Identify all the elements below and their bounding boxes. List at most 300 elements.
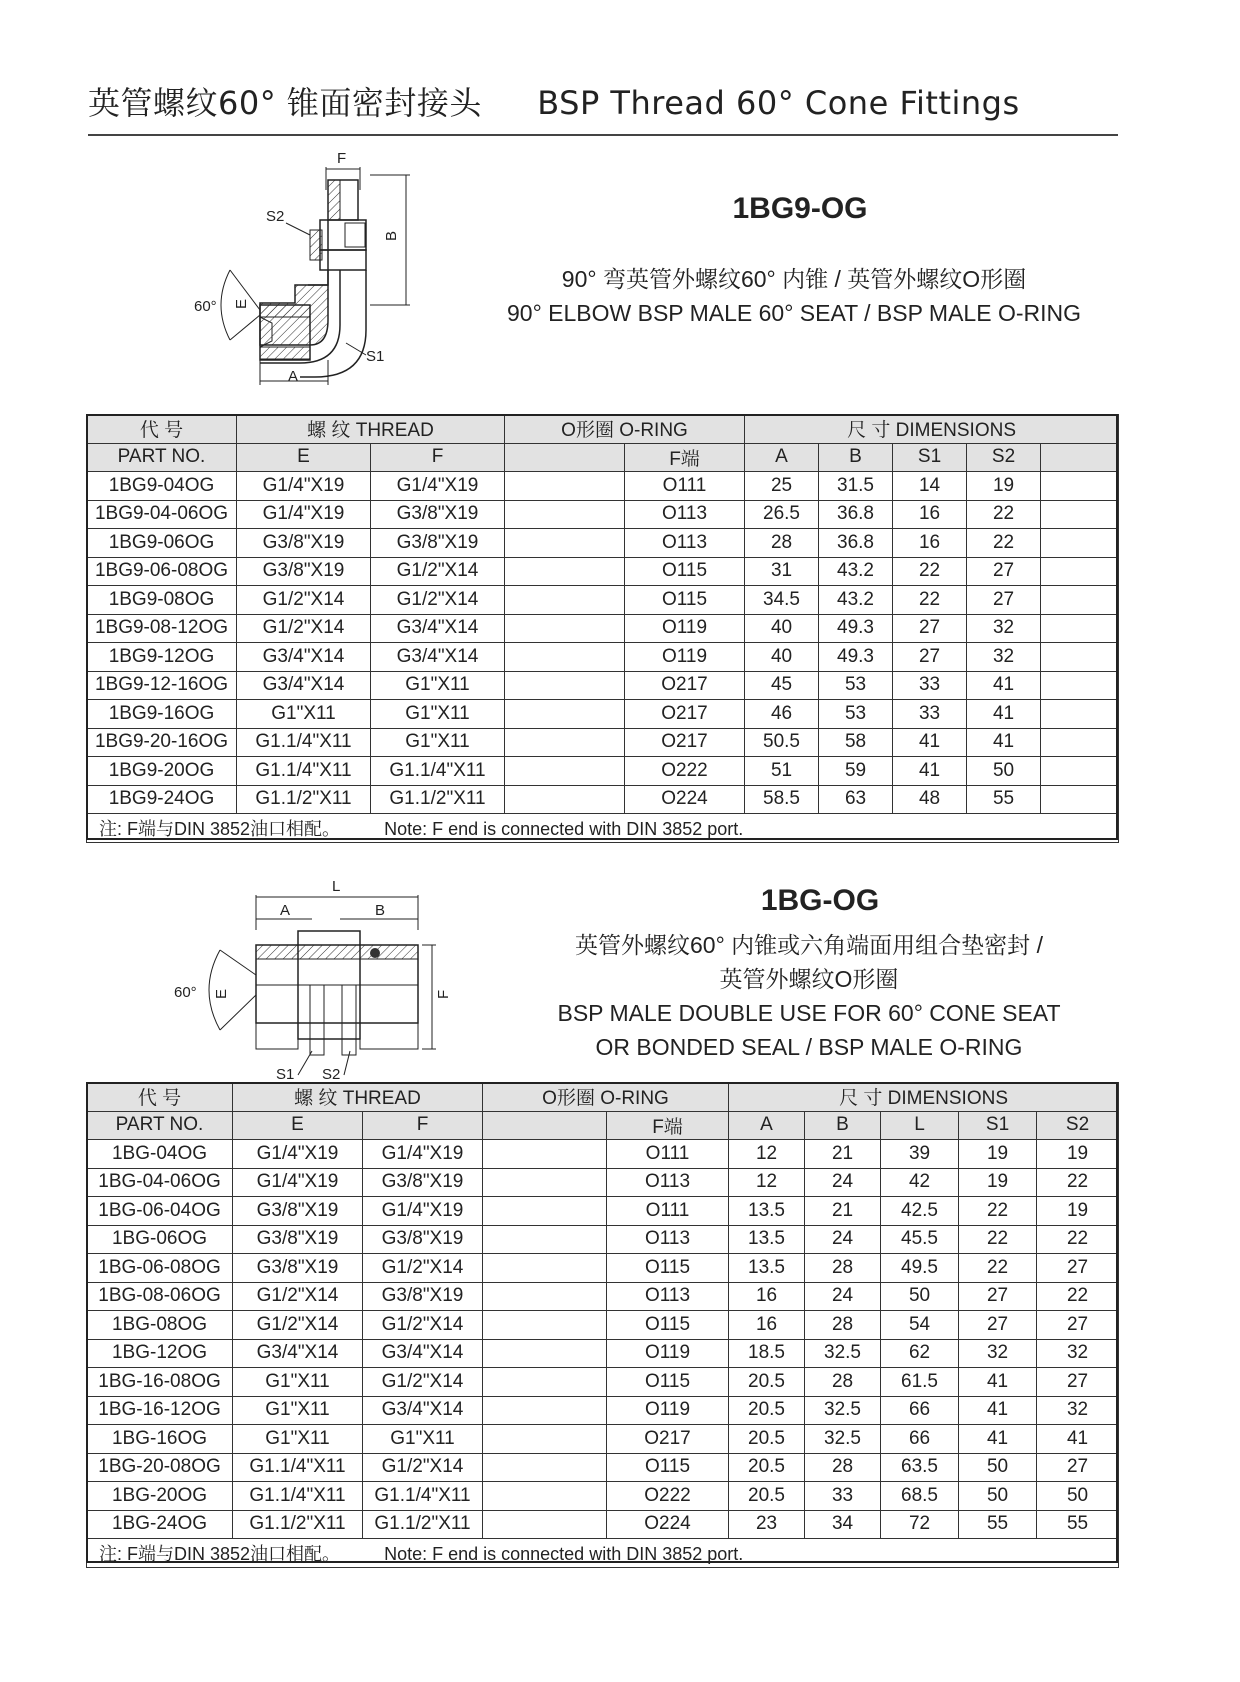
- cell-dim-a: 46: [745, 700, 819, 729]
- cell-blank: [483, 1140, 607, 1169]
- cell-oring-fend: O115: [607, 1311, 729, 1340]
- cell-oring-fend: O115: [607, 1453, 729, 1482]
- table-row: [87, 1425, 1119, 1454]
- cell-dim-a: 31: [745, 557, 819, 586]
- cell-oring-fend: O113: [607, 1168, 729, 1197]
- cell-dim-c: 61.5: [881, 1368, 959, 1397]
- cell-dim-b: 24: [805, 1168, 881, 1197]
- cell-dim-b: 28: [805, 1254, 881, 1283]
- table-row: [87, 643, 1119, 672]
- table1-note-row: [87, 814, 1119, 843]
- cell-oring-fend: O119: [625, 643, 745, 672]
- cell-thread-e: G3/8"X19: [233, 1225, 363, 1254]
- label-a2: A: [280, 902, 291, 919]
- cell-dim-d: 27: [967, 557, 1041, 586]
- cell-oring-fend: O113: [607, 1282, 729, 1311]
- table1-header-row-2: [87, 443, 1119, 472]
- cell-oring-fend: O115: [607, 1254, 729, 1283]
- cell-dim-a: 13.5: [729, 1225, 805, 1254]
- th-part-en: PART NO.: [87, 443, 237, 472]
- cell-thread-e: G1"X11: [233, 1425, 363, 1454]
- cell-dim-e: 22: [1037, 1168, 1119, 1197]
- label-b2: B: [375, 902, 386, 919]
- cell-dim-d: 41: [967, 728, 1041, 757]
- section2-desc-en-1: BSP MALE DOUBLE USE FOR 60° CONE SEAT: [557, 1000, 1061, 1026]
- cell-dim-b: 33: [805, 1482, 881, 1511]
- cell-dim-c: 62: [881, 1339, 959, 1368]
- cell-dim-e: 19: [1037, 1197, 1119, 1226]
- cell-dim-b: 31.5: [819, 472, 893, 501]
- table-row: [87, 1482, 1119, 1511]
- cell-oring-fend: O119: [607, 1396, 729, 1425]
- cell-blank: [483, 1254, 607, 1283]
- th-a: A: [745, 443, 819, 472]
- cell-thread-e: G3/8"X19: [233, 1254, 363, 1283]
- table-row: [87, 1225, 1119, 1254]
- cell-thread-e: G1"X11: [237, 700, 371, 729]
- cell-thread-f: G1/4"X19: [363, 1140, 483, 1169]
- cell-part-no: 1BG9-06OG: [87, 529, 237, 558]
- table-row: [87, 586, 1119, 615]
- cell-blank: [483, 1482, 607, 1511]
- cell-part-no: 1BG9-20OG: [87, 757, 237, 786]
- cell-dim-b: 32.5: [805, 1425, 881, 1454]
- table-row: [87, 1453, 1119, 1482]
- elbow-fitting-diagram: [194, 145, 460, 395]
- cell-thread-f: G1"X11: [371, 671, 505, 700]
- cell-dim-e: [1041, 700, 1119, 729]
- cell-dim-c: 41: [893, 757, 967, 786]
- cell-thread-f: G1.1/4"X11: [371, 757, 505, 786]
- cell-dim-e: [1041, 728, 1119, 757]
- th-thread: 螺 纹 THREAD: [237, 415, 505, 444]
- cell-dim-c: 42.5: [881, 1197, 959, 1226]
- cell-dim-a: 13.5: [729, 1197, 805, 1226]
- cell-dim-d: 41: [959, 1396, 1037, 1425]
- cell-blank: [483, 1282, 607, 1311]
- cell-dim-b: 28: [805, 1311, 881, 1340]
- cell-dim-b: 43.2: [819, 586, 893, 615]
- cell-dim-a: 18.5: [729, 1339, 805, 1368]
- cell-dim-a: 50.5: [745, 728, 819, 757]
- cell-dim-b: 34: [805, 1510, 881, 1539]
- th-part-cn: 代 号: [87, 1083, 233, 1112]
- table-row: [87, 785, 1119, 814]
- cell-blank: [483, 1168, 607, 1197]
- table-row: [87, 1368, 1119, 1397]
- cell-dim-e: 22: [1037, 1225, 1119, 1254]
- label-s1: S1: [366, 348, 385, 365]
- cell-thread-f: G3/8"X19: [363, 1168, 483, 1197]
- straight-fitting-diagram: [174, 875, 480, 1090]
- cell-thread-e: G1/2"X14: [233, 1282, 363, 1311]
- cell-blank: [505, 757, 625, 786]
- cell-dim-c: 68.5: [881, 1482, 959, 1511]
- page-title-en: BSP Thread 60° Cone Fittings: [537, 84, 1020, 122]
- cell-dim-d: 50: [959, 1453, 1037, 1482]
- cell-blank: [505, 643, 625, 672]
- cell-oring-fend: O115: [625, 557, 745, 586]
- cell-dim-c: 66: [881, 1425, 959, 1454]
- cell-part-no: 1BG-24OG: [87, 1510, 233, 1539]
- cell-dim-c: 16: [893, 500, 967, 529]
- cell-dim-d: 19: [959, 1140, 1037, 1169]
- cell-dim-c: 63.5: [881, 1453, 959, 1482]
- table-row: [87, 1396, 1119, 1425]
- cell-dim-b: 28: [805, 1453, 881, 1482]
- cell-thread-e: G1.1/4"X11: [233, 1482, 363, 1511]
- cell-oring-fend: O113: [625, 500, 745, 529]
- cell-dim-c: 54: [881, 1311, 959, 1340]
- cell-dim-b: 24: [805, 1282, 881, 1311]
- th-b: B: [819, 443, 893, 472]
- th-oring: O形圈 O-RING: [505, 415, 745, 444]
- cell-part-no: 1BG-08OG: [87, 1311, 233, 1340]
- cell-part-no: 1BG9-04OG: [87, 472, 237, 501]
- cell-thread-f: G1/4"X19: [371, 472, 505, 501]
- cell-dim-b: 58: [819, 728, 893, 757]
- cell-dim-e: 41: [1037, 1425, 1119, 1454]
- cell-blank: [505, 557, 625, 586]
- cell-dim-b: 28: [805, 1368, 881, 1397]
- section2-desc-cn-2: 英管外螺纹O形圈: [719, 966, 899, 992]
- cell-oring-fend: O119: [607, 1339, 729, 1368]
- table2-note-row: [87, 1539, 1119, 1568]
- cell-dim-c: 22: [893, 586, 967, 615]
- cell-part-no: 1BG9-06-08OG: [87, 557, 237, 586]
- cell-oring-fend: O113: [625, 529, 745, 558]
- cell-dim-e: [1041, 614, 1119, 643]
- cell-dim-c: 16: [893, 529, 967, 558]
- cell-dim-a: 25: [745, 472, 819, 501]
- th-blank: [1041, 443, 1119, 472]
- cell-dim-c: 33: [893, 700, 967, 729]
- cell-oring-fend: O224: [607, 1510, 729, 1539]
- cell-blank: [483, 1197, 607, 1226]
- cell-thread-f: G1.1/2"X11: [371, 785, 505, 814]
- cell-dim-a: 20.5: [729, 1368, 805, 1397]
- label-b: B: [383, 230, 400, 241]
- cell-dim-d: 55: [959, 1510, 1037, 1539]
- table-row: [87, 1140, 1119, 1169]
- cell-part-no: 1BG-20-08OG: [87, 1453, 233, 1482]
- th-f: F: [371, 443, 505, 472]
- cell-dim-b: 43.2: [819, 557, 893, 586]
- cell-dim-c: 48: [893, 785, 967, 814]
- cell-dim-a: 16: [729, 1311, 805, 1340]
- cell-part-no: 1BG-04-06OG: [87, 1168, 233, 1197]
- cell-dim-a: 12: [729, 1168, 805, 1197]
- cell-part-no: 1BG9-16OG: [87, 700, 237, 729]
- th-b: B: [805, 1111, 881, 1140]
- cell-oring-fend: O217: [625, 700, 745, 729]
- cell-dim-d: 27: [959, 1311, 1037, 1340]
- cell-blank: [505, 614, 625, 643]
- cell-dim-d: 22: [967, 500, 1041, 529]
- cell-dim-c: 39: [881, 1140, 959, 1169]
- cell-oring-fend: O115: [607, 1368, 729, 1397]
- cell-oring-fend: O222: [607, 1482, 729, 1511]
- cell-thread-e: G3/8"X19: [237, 529, 371, 558]
- cell-dim-e: [1041, 586, 1119, 615]
- cell-dim-b: 63: [819, 785, 893, 814]
- table-row: [87, 1510, 1119, 1539]
- table-row: [87, 529, 1119, 558]
- cell-blank: [505, 529, 625, 558]
- cell-dim-d: 19: [967, 472, 1041, 501]
- cell-thread-f: G1.1/2"X11: [363, 1510, 483, 1539]
- label-s1-2: S1: [276, 1066, 295, 1083]
- cell-dim-d: 41: [967, 671, 1041, 700]
- cell-blank: [483, 1339, 607, 1368]
- cell-blank: [505, 586, 625, 615]
- cell-part-no: 1BG-16-12OG: [87, 1396, 233, 1425]
- cell-thread-f: G3/8"X19: [371, 500, 505, 529]
- cell-thread-e: G1.1/4"X11: [237, 757, 371, 786]
- cell-oring-fend: O111: [625, 472, 745, 501]
- cell-part-no: 1BG-20OG: [87, 1482, 233, 1511]
- cell-dim-c: 50: [881, 1282, 959, 1311]
- cell-dim-d: 32: [967, 643, 1041, 672]
- cell-thread-e: G1/4"X19: [237, 500, 371, 529]
- cell-thread-e: G1.1/2"X11: [237, 785, 371, 814]
- cell-part-no: 1BG-06-08OG: [87, 1254, 233, 1283]
- cell-dim-a: 20.5: [729, 1425, 805, 1454]
- cell-oring-fend: O217: [625, 728, 745, 757]
- table-row: [87, 472, 1119, 501]
- spec-table-1bg-og: [86, 1082, 1119, 1568]
- cell-dim-e: 27: [1037, 1368, 1119, 1397]
- cell-dim-e: 27: [1037, 1453, 1119, 1482]
- cell-thread-f: G1/4"X19: [363, 1197, 483, 1226]
- th-blank: [483, 1111, 607, 1140]
- table-row: [87, 1168, 1119, 1197]
- cell-dim-a: 45: [745, 671, 819, 700]
- label-e2: E: [213, 988, 230, 999]
- cell-oring-fend: O217: [625, 671, 745, 700]
- cell-dim-b: 24: [805, 1225, 881, 1254]
- cell-dim-d: 22: [959, 1197, 1037, 1226]
- th-oring: O形圈 O-RING: [483, 1083, 729, 1112]
- cell-thread-e: G3/4"X14: [237, 671, 371, 700]
- cell-dim-b: 53: [819, 671, 893, 700]
- cell-dim-e: 50: [1037, 1482, 1119, 1511]
- cell-part-no: 1BG9-08OG: [87, 586, 237, 615]
- cell-dim-c: 41: [893, 728, 967, 757]
- cell-dim-d: 41: [967, 700, 1041, 729]
- cell-blank: [483, 1225, 607, 1254]
- cell-dim-e: [1041, 671, 1119, 700]
- cell-part-no: 1BG-12OG: [87, 1339, 233, 1368]
- cell-thread-f: G1.1/4"X11: [363, 1482, 483, 1511]
- cell-dim-d: 19: [959, 1168, 1037, 1197]
- cell-dim-d: 50: [967, 757, 1041, 786]
- cell-thread-f: G3/4"X14: [363, 1339, 483, 1368]
- cell-dim-b: 49.3: [819, 643, 893, 672]
- cell-dim-c: 66: [881, 1396, 959, 1425]
- cell-thread-f: G1"X11: [371, 700, 505, 729]
- table1-header-row-1: [87, 415, 1119, 444]
- cell-dim-a: 20.5: [729, 1396, 805, 1425]
- cell-blank: [505, 728, 625, 757]
- cell-part-no: 1BG9-04-06OG: [87, 500, 237, 529]
- label-a: A: [288, 368, 299, 385]
- table-row: [87, 1282, 1119, 1311]
- th-fend: F端: [607, 1111, 729, 1140]
- cell-dim-d: 41: [959, 1425, 1037, 1454]
- th-thread: 螺 纹 THREAD: [233, 1083, 483, 1112]
- cell-oring-fend: O113: [607, 1225, 729, 1254]
- cell-part-no: 1BG-06OG: [87, 1225, 233, 1254]
- th-part-en: PART NO.: [87, 1111, 233, 1140]
- cell-dim-d: 27: [967, 586, 1041, 615]
- spec-table-1bg9-og: [86, 414, 1119, 843]
- cell-thread-e: G3/4"X14: [233, 1339, 363, 1368]
- section2-desc-cn-1: 英管外螺纹60° 内锥或六角端面用组合垫密封 /: [575, 932, 1043, 958]
- cell-dim-a: 20.5: [729, 1453, 805, 1482]
- cell-dim-d: 27: [959, 1282, 1037, 1311]
- th-dimensions: 尺 寸 DIMENSIONS: [745, 415, 1119, 444]
- cell-thread-f: G1/2"X14: [371, 557, 505, 586]
- th-s2: S2: [1037, 1111, 1119, 1140]
- cell-dim-e: [1041, 500, 1119, 529]
- cell-part-no: 1BG9-08-12OG: [87, 614, 237, 643]
- cell-dim-e: 32: [1037, 1339, 1119, 1368]
- label-angle2: 60°: [174, 984, 197, 1001]
- cell-dim-e: 22: [1037, 1282, 1119, 1311]
- cell-dim-d: 22: [967, 529, 1041, 558]
- cell-oring-fend: O111: [607, 1197, 729, 1226]
- cell-dim-b: 21: [805, 1140, 881, 1169]
- label-s2-2: S2: [322, 1066, 341, 1083]
- cell-dim-d: 32: [967, 614, 1041, 643]
- th-a: A: [729, 1111, 805, 1140]
- label-s2: S2: [266, 208, 285, 225]
- cell-blank: [483, 1311, 607, 1340]
- cell-dim-c: 14: [893, 472, 967, 501]
- cell-thread-e: G1/2"X14: [237, 586, 371, 615]
- note-cn: 注: F端与DIN 3852油口相配。: [99, 818, 341, 839]
- table1-note: [87, 814, 1119, 843]
- cell-dim-a: 51: [745, 757, 819, 786]
- cell-blank: [483, 1396, 607, 1425]
- cell-dim-a: 28: [745, 529, 819, 558]
- cell-blank: [483, 1453, 607, 1482]
- th-s2: S2: [967, 443, 1041, 472]
- cell-thread-e: G1.1/2"X11: [233, 1510, 363, 1539]
- cell-oring-fend: O111: [607, 1140, 729, 1169]
- cell-dim-b: 49.3: [819, 614, 893, 643]
- cell-thread-f: G1/2"X14: [371, 586, 505, 615]
- cell-thread-e: G3/8"X19: [233, 1197, 363, 1226]
- cell-thread-f: G3/4"X14: [371, 614, 505, 643]
- cell-dim-d: 50: [959, 1482, 1037, 1511]
- table-row: [87, 757, 1119, 786]
- cell-oring-fend: O222: [625, 757, 745, 786]
- cell-dim-a: 13.5: [729, 1254, 805, 1283]
- model-1bg9-og: 1BG9-OG: [732, 192, 868, 225]
- section2-description: [500, 928, 1118, 1064]
- table-row: [87, 614, 1119, 643]
- table-row: [87, 1197, 1119, 1226]
- section1-desc-cn: 90° 弯英管外螺纹60° 内锥 / 英管外螺纹O形圈: [561, 266, 1027, 292]
- th-blank: [505, 443, 625, 472]
- cell-oring-fend: O217: [607, 1425, 729, 1454]
- cell-part-no: 1BG-04OG: [87, 1140, 233, 1169]
- note-en: Note: F end is connected with DIN 3852 port.: [384, 818, 744, 839]
- cell-thread-f: G1"X11: [363, 1425, 483, 1454]
- cell-dim-e: [1041, 643, 1119, 672]
- cell-dim-e: 19: [1037, 1140, 1119, 1169]
- cell-thread-f: G1"X11: [371, 728, 505, 757]
- page-title: [88, 78, 1020, 124]
- cell-part-no: 1BG-16OG: [87, 1425, 233, 1454]
- label-e: E: [233, 298, 250, 309]
- cell-dim-a: 58.5: [745, 785, 819, 814]
- cell-dim-a: 26.5: [745, 500, 819, 529]
- cell-part-no: 1BG-08-06OG: [87, 1282, 233, 1311]
- table-row: [87, 728, 1119, 757]
- cell-dim-d: 55: [967, 785, 1041, 814]
- cell-dim-e: 55: [1037, 1510, 1119, 1539]
- cell-part-no: 1BG-06-04OG: [87, 1197, 233, 1226]
- cell-thread-e: G3/8"X19: [237, 557, 371, 586]
- cell-dim-c: 22: [893, 557, 967, 586]
- cell-thread-e: G1/4"X19: [233, 1168, 363, 1197]
- cell-dim-a: 20.5: [729, 1482, 805, 1511]
- cell-dim-d: 22: [959, 1254, 1037, 1283]
- section2-desc-en-2: OR BONDED SEAL / BSP MALE O-RING: [595, 1034, 1023, 1060]
- cell-thread-f: G1/2"X14: [363, 1368, 483, 1397]
- cell-dim-d: 22: [959, 1225, 1037, 1254]
- cell-dim-e: [1041, 472, 1119, 501]
- cell-thread-f: G1/2"X14: [363, 1311, 483, 1340]
- cell-dim-c: 42: [881, 1168, 959, 1197]
- cell-dim-c: 72: [881, 1510, 959, 1539]
- section1-description: [470, 262, 1118, 330]
- cell-oring-fend: O119: [625, 614, 745, 643]
- cell-dim-e: [1041, 757, 1119, 786]
- label-l: L: [332, 878, 341, 895]
- cell-dim-d: 32: [959, 1339, 1037, 1368]
- cell-dim-b: 59: [819, 757, 893, 786]
- model-1bg-og: 1BG-OG: [760, 884, 880, 917]
- cell-dim-a: 34.5: [745, 586, 819, 615]
- cell-blank: [505, 671, 625, 700]
- cell-dim-a: 16: [729, 1282, 805, 1311]
- cell-dim-c: 27: [893, 614, 967, 643]
- cell-dim-e: 32: [1037, 1396, 1119, 1425]
- th-e: E: [237, 443, 371, 472]
- cell-thread-f: G3/8"X19: [371, 529, 505, 558]
- cell-dim-d: 41: [959, 1368, 1037, 1397]
- cell-blank: [483, 1425, 607, 1454]
- cell-blank: [505, 785, 625, 814]
- th-l: L: [881, 1111, 959, 1140]
- cell-thread-f: G3/8"X19: [363, 1225, 483, 1254]
- cell-dim-b: 32.5: [805, 1339, 881, 1368]
- table-row: [87, 500, 1119, 529]
- cell-blank: [483, 1368, 607, 1397]
- cell-thread-f: G1/2"X14: [363, 1453, 483, 1482]
- table2-note: [87, 1539, 1119, 1568]
- cell-part-no: 1BG9-24OG: [87, 785, 237, 814]
- page-title-cn: 英管螺纹60° 锥面密封接头: [88, 84, 482, 122]
- cell-dim-b: 32.5: [805, 1396, 881, 1425]
- th-s1: S1: [959, 1111, 1037, 1140]
- cell-thread-e: G1/2"X14: [237, 614, 371, 643]
- cell-blank: [505, 472, 625, 501]
